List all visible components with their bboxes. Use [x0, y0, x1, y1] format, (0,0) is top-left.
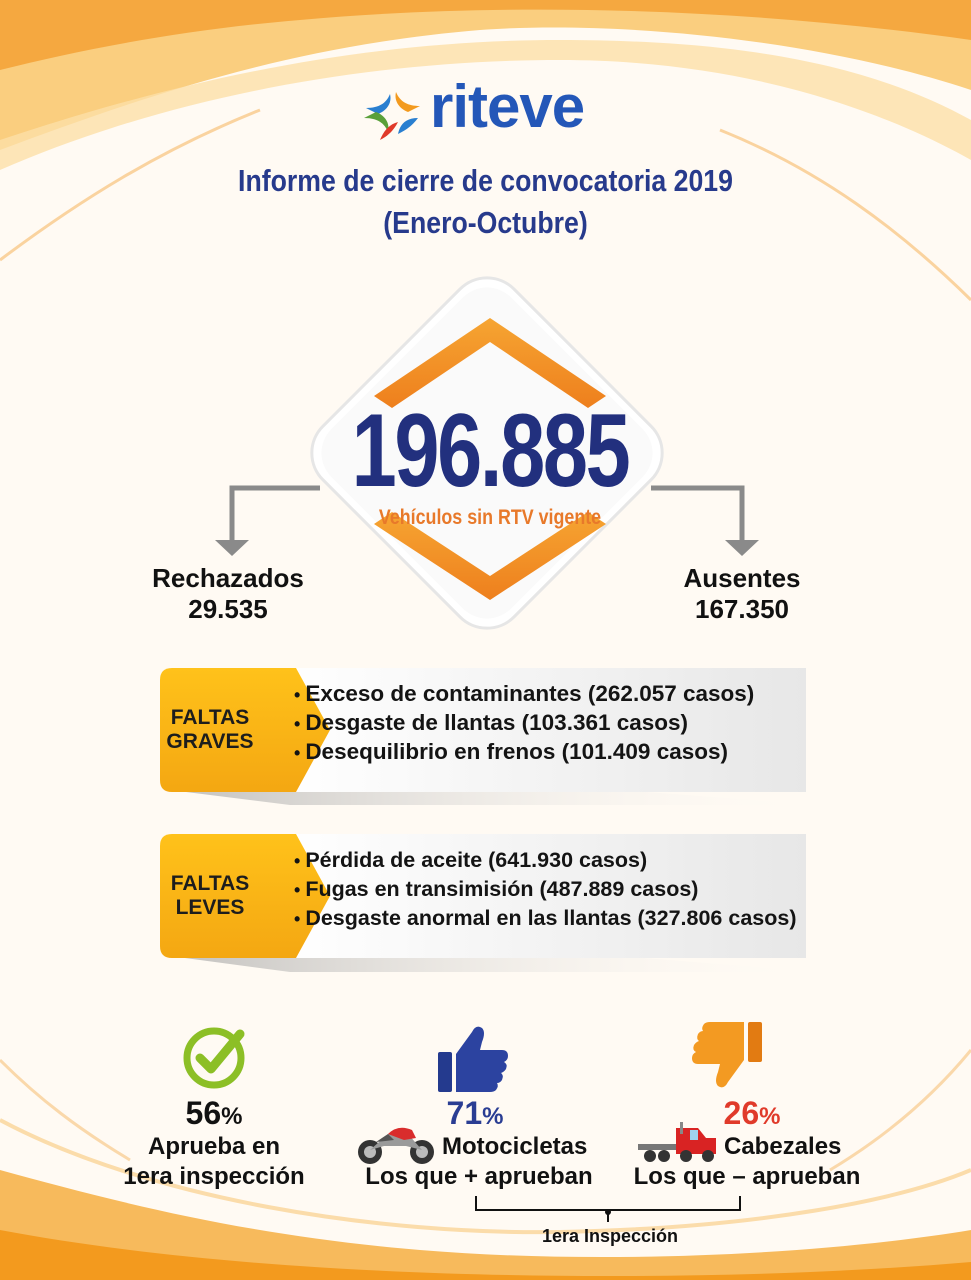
- faltas-graves-title-line2: GRAVES: [166, 730, 254, 753]
- stat-value: 26: [723, 1095, 760, 1131]
- page-subtitle: (Enero-Octubre): [383, 205, 588, 240]
- page-title: Informe de cierre de convocatoria 2019: [238, 163, 733, 198]
- faltas-leves-title-line1: FALTAS: [170, 872, 250, 895]
- thumbs-up-icon: [436, 1022, 510, 1094]
- stat-unit: %: [482, 1103, 504, 1130]
- list-item: • Fugas en transimisión (487.889 casos): [294, 875, 814, 904]
- check-icon: [180, 1024, 252, 1090]
- headline-value: 196.885: [351, 393, 629, 509]
- stat-unit: %: [759, 1103, 781, 1130]
- thumbs-down-icon: [690, 1020, 764, 1092]
- stat-line1: Motocicletas: [442, 1133, 588, 1160]
- stat-line2: 1era inspección: [123, 1163, 305, 1190]
- bracket-label: 1era Inspección: [541, 1226, 679, 1246]
- faltas-leves-list: [294, 846, 814, 933]
- ausentes-label: Ausentes: [683, 563, 801, 593]
- faltas-graves-list: [294, 680, 814, 767]
- stat-motorcycles-value: [336, 1095, 614, 1132]
- stat-line2: Los que – aprueban: [633, 1163, 861, 1190]
- faltas-leves-band: [160, 834, 820, 958]
- list-item: • Desgaste de llantas (103.361 casos): [294, 709, 814, 738]
- riteve-logo: [358, 73, 628, 148]
- faltas-graves-band: [160, 668, 820, 792]
- list-item: • Exceso de contaminantes (262.057 casos): [294, 680, 814, 709]
- riteve-wordmark: riteve: [430, 73, 585, 140]
- stat-first-inspection: [84, 1095, 344, 1192]
- stat-unit: %: [221, 1103, 243, 1130]
- list-item: • Desequilibrio en frenos (101.409 casos): [294, 738, 814, 767]
- stat-trucks: [612, 1095, 882, 1192]
- stat-value: 71: [446, 1095, 483, 1131]
- stat-line1: Cabezales: [724, 1133, 842, 1160]
- list-item: • Pérdida de aceite (641.930 casos): [294, 846, 814, 875]
- riteve-mark-icon: [358, 78, 428, 148]
- headline-label: Vehículos sin RTV vigente: [378, 506, 602, 529]
- stat-value: 56: [185, 1095, 222, 1131]
- stat-first-inspection-value: [84, 1095, 344, 1132]
- faltas-graves-title-line1: FALTAS: [170, 706, 250, 729]
- faltas-leves-title: [160, 834, 260, 958]
- ausentes-value: 167.350: [695, 594, 789, 624]
- stat-line1: Aprueba en: [147, 1133, 281, 1160]
- faltas-graves-title: [160, 668, 260, 792]
- stat-trucks-value: [622, 1095, 882, 1132]
- faltas-leves-title-line2: LEVES: [175, 896, 245, 919]
- stat-motorcycles: [344, 1095, 614, 1192]
- list-item: • Desgaste anormal en las llantas (327.806 casos): [294, 904, 814, 933]
- rechazados-block: [108, 563, 348, 625]
- ausentes-block: [622, 563, 862, 625]
- rechazados-value: 29.535: [188, 594, 268, 624]
- stat-line2: Los que + aprueban: [365, 1163, 593, 1190]
- rechazados-label: Rechazados: [152, 563, 304, 593]
